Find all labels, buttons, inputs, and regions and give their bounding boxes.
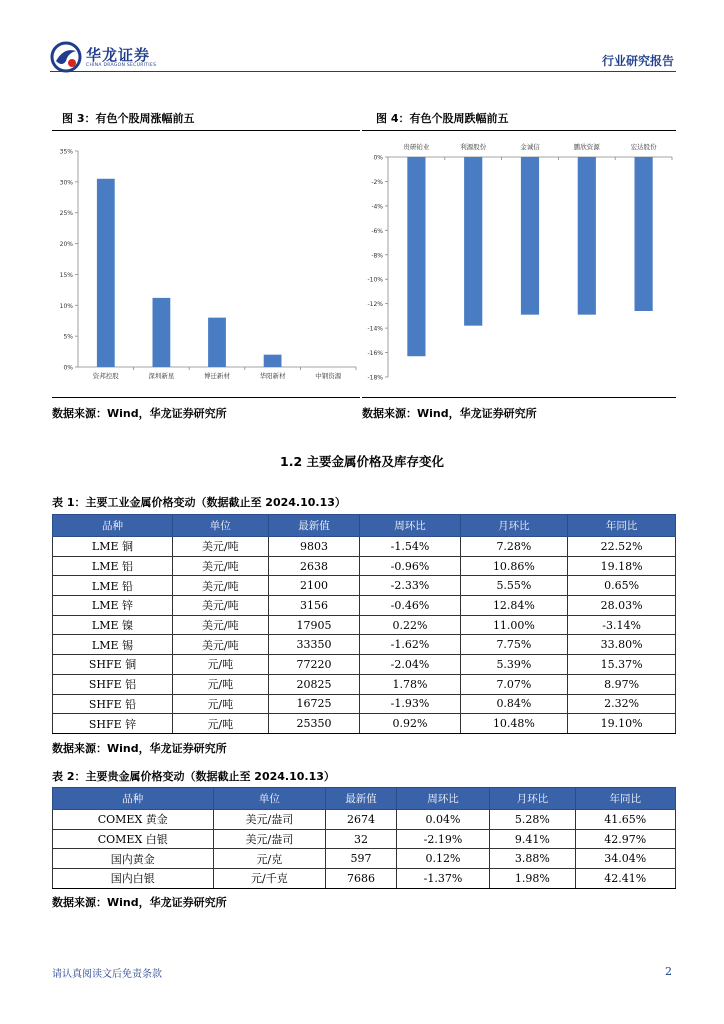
footer-disclaimer: 请认真阅读文后免责条款 [52, 969, 162, 980]
table-row [53, 810, 676, 830]
table-cell: 7.28% [460, 537, 568, 557]
column-header: 周环比 [396, 788, 489, 810]
header-divider [50, 71, 676, 72]
table-2-source: 数据来源：Wind，华龙证券研究所 [52, 896, 227, 909]
category-label: 深圳新星 [148, 372, 175, 380]
company-logo [50, 40, 210, 74]
table-row [53, 655, 676, 675]
category-label: 贵研铂业 [403, 143, 430, 151]
table-cell: -2.19% [396, 829, 489, 849]
table-cell: -2.33% [360, 576, 460, 596]
y-tick-label: -8% [371, 252, 383, 260]
table-cell: 国内黄金 [53, 849, 214, 869]
figure-4-title: 图 4：有色个股周跌幅前五 [376, 112, 509, 125]
table-row [53, 576, 676, 596]
bar [264, 355, 282, 367]
table-cell: SHFE 锌 [53, 714, 173, 734]
table-cell: 597 [326, 849, 397, 869]
precious-metals-table [52, 787, 676, 889]
page-header [50, 40, 678, 74]
table-cell: 7686 [326, 869, 397, 889]
table-cell: 8.97% [568, 674, 676, 694]
y-tick-label: 25% [59, 210, 73, 218]
table-cell: 12.84% [460, 596, 568, 616]
table-2-title: 表 2：主要贵金属价格变动（数据截止至 2024.10.13） [52, 770, 335, 783]
table-cell: SHFE 铜 [53, 655, 173, 675]
table-cell: 2674 [326, 810, 397, 830]
table-row [53, 714, 676, 734]
table-cell: 美元/吨 [172, 635, 268, 655]
bar [521, 157, 539, 315]
category-label: 利源股份 [460, 143, 487, 151]
company-name-en: CHINA DRAGON SECURITIES [86, 63, 157, 68]
table-cell: LME 锌 [53, 596, 173, 616]
table-header-row [53, 515, 676, 537]
figure-3-title: 图 3：有色个股周涨幅前五 [62, 112, 195, 125]
category-label: 资邦控股 [92, 372, 119, 380]
table-cell: 7.07% [460, 674, 568, 694]
table-cell: 1.78% [360, 674, 460, 694]
table-cell: LME 铝 [53, 556, 173, 576]
category-label: 鹏欣资源 [573, 143, 600, 151]
column-header: 周环比 [360, 515, 460, 537]
table-1-source: 数据来源：Wind，华龙证券研究所 [52, 742, 227, 755]
report-type: 行业研究报告 [601, 54, 674, 68]
table-cell: 28.03% [568, 596, 676, 616]
bar [153, 298, 171, 367]
column-header: 年同比 [575, 788, 675, 810]
table-cell: -0.96% [360, 556, 460, 576]
table-cell: 美元/吨 [172, 576, 268, 596]
column-header: 品种 [53, 788, 214, 810]
table-cell: 42.41% [575, 869, 675, 889]
column-header: 最新值 [268, 515, 360, 537]
column-header: 月环比 [490, 788, 575, 810]
table-cell: 元/吨 [172, 674, 268, 694]
table-cell: 9.41% [490, 829, 575, 849]
table-cell: 美元/吨 [172, 615, 268, 635]
table-cell: 元/千克 [213, 869, 326, 889]
table-cell: 5.28% [490, 810, 575, 830]
table-cell: 34.04% [575, 849, 675, 869]
table-cell: 3.88% [490, 849, 575, 869]
table-cell: LME 铅 [53, 576, 173, 596]
table-row [53, 635, 676, 655]
category-label: 华阳新材 [259, 372, 286, 380]
table-cell: 41.65% [575, 810, 675, 830]
table-cell: 美元/吨 [172, 596, 268, 616]
bar [578, 157, 596, 315]
table-cell: 16725 [268, 694, 360, 714]
table-cell: -1.54% [360, 537, 460, 557]
table-cell: 美元/吨 [172, 556, 268, 576]
table-row [53, 849, 676, 869]
y-tick-label: 0% [373, 154, 383, 162]
table-cell: 10.48% [460, 714, 568, 734]
table-cell: 0.84% [460, 694, 568, 714]
figure-4-source: 数据来源：Wind，华龙证券研究所 [362, 407, 537, 420]
table-cell: 0.04% [396, 810, 489, 830]
table-cell: 25350 [268, 714, 360, 734]
industrial-metals-table [52, 514, 676, 734]
table-cell: -1.93% [360, 694, 460, 714]
table-cell: 元/克 [213, 849, 326, 869]
table-cell: LME 镍 [53, 615, 173, 635]
figure-3-chart [52, 131, 360, 397]
category-label: 宏达股份 [630, 143, 657, 151]
table-cell: 15.37% [568, 655, 676, 675]
y-tick-label: -16% [367, 350, 383, 358]
y-tick-label: -14% [367, 325, 383, 333]
column-header: 最新值 [326, 788, 397, 810]
y-tick-label: -4% [371, 203, 383, 211]
table-cell: COMEX 白银 [53, 829, 214, 849]
table-cell: SHFE 铝 [53, 674, 173, 694]
y-tick-label: 15% [59, 271, 73, 279]
table-cell: 2.32% [568, 694, 676, 714]
table-cell: 10.86% [460, 556, 568, 576]
column-header: 单位 [213, 788, 326, 810]
table-cell: 3156 [268, 596, 360, 616]
bar [635, 157, 653, 311]
table-cell: -3.14% [568, 615, 676, 635]
y-tick-label: -6% [371, 227, 383, 235]
figure-4-chart [362, 131, 676, 397]
table-cell: SHFE 铅 [53, 694, 173, 714]
table-header-row [53, 788, 676, 810]
bar [407, 157, 425, 356]
figure-3-source: 数据来源：Wind，华龙证券研究所 [52, 407, 227, 420]
table-cell: 0.92% [360, 714, 460, 734]
table-cell: -1.37% [396, 869, 489, 889]
table-cell: 19.18% [568, 556, 676, 576]
table-row [53, 829, 676, 849]
column-header: 年同比 [568, 515, 676, 537]
page-number: 2 [665, 965, 672, 978]
table-row [53, 674, 676, 694]
table-cell: -2.04% [360, 655, 460, 675]
bar [208, 318, 226, 367]
category-label: 金诚信 [520, 143, 540, 151]
table-cell: 32 [326, 829, 397, 849]
table-cell: COMEX 黄金 [53, 810, 214, 830]
table-cell: 国内白银 [53, 869, 214, 889]
table-cell: 元/吨 [172, 655, 268, 675]
table-cell: 5.55% [460, 576, 568, 596]
y-tick-label: -10% [367, 276, 383, 284]
table-cell: 33350 [268, 635, 360, 655]
table-cell: 20825 [268, 674, 360, 694]
table-cell: 17905 [268, 615, 360, 635]
category-label: 中钢资源 [315, 372, 342, 380]
table-row [53, 596, 676, 616]
table-cell: LME 铜 [53, 537, 173, 557]
table-cell: 0.22% [360, 615, 460, 635]
column-header: 月环比 [460, 515, 568, 537]
y-tick-label: 20% [59, 241, 73, 249]
y-tick-label: 10% [59, 302, 73, 310]
table-cell: 0.12% [396, 849, 489, 869]
y-tick-label: -18% [367, 374, 383, 382]
table-cell: 美元/吨 [172, 537, 268, 557]
column-header: 品种 [53, 515, 173, 537]
table-cell: -0.46% [360, 596, 460, 616]
table-row [53, 615, 676, 635]
y-tick-label: -12% [367, 301, 383, 309]
table-row [53, 537, 676, 557]
table-cell: 33.80% [568, 635, 676, 655]
table-cell: 77220 [268, 655, 360, 675]
table-cell: 美元/盎司 [213, 829, 326, 849]
table-cell: 2100 [268, 576, 360, 596]
section-title: 1.2 主要金属价格及库存变化 [280, 454, 444, 469]
table-cell: 1.98% [490, 869, 575, 889]
table-cell: 元/吨 [172, 694, 268, 714]
table-cell: 2638 [268, 556, 360, 576]
y-tick-label: -2% [371, 178, 383, 186]
company-name: 华龙证券 [86, 46, 151, 64]
table-cell: 5.39% [460, 655, 568, 675]
category-label: 博迁新材 [204, 372, 230, 380]
table-cell: 22.52% [568, 537, 676, 557]
table-cell: 美元/盎司 [213, 810, 326, 830]
table-row [53, 556, 676, 576]
figure-3-frame [52, 130, 360, 398]
dragon-logo-icon [50, 41, 82, 73]
table-cell: 42.97% [575, 829, 675, 849]
y-tick-label: 30% [59, 179, 73, 187]
table-1-title: 表 1：主要工业金属价格变动（数据截止至 2024.10.13） [52, 496, 346, 509]
table-row [53, 694, 676, 714]
bar [97, 179, 115, 367]
table-cell: 元/吨 [172, 714, 268, 734]
figure-4-frame [362, 130, 676, 398]
y-tick-label: 35% [59, 148, 73, 156]
column-header: 单位 [172, 515, 268, 537]
bar [464, 157, 482, 326]
table-cell: 0.65% [568, 576, 676, 596]
y-tick-label: 5% [63, 333, 73, 341]
table-row [53, 869, 676, 889]
table-cell: 11.00% [460, 615, 568, 635]
table-cell: LME 锡 [53, 635, 173, 655]
table-cell: -1.62% [360, 635, 460, 655]
table-cell: 9803 [268, 537, 360, 557]
table-cell: 7.75% [460, 635, 568, 655]
table-cell: 19.10% [568, 714, 676, 734]
y-tick-label: 0% [63, 364, 73, 372]
